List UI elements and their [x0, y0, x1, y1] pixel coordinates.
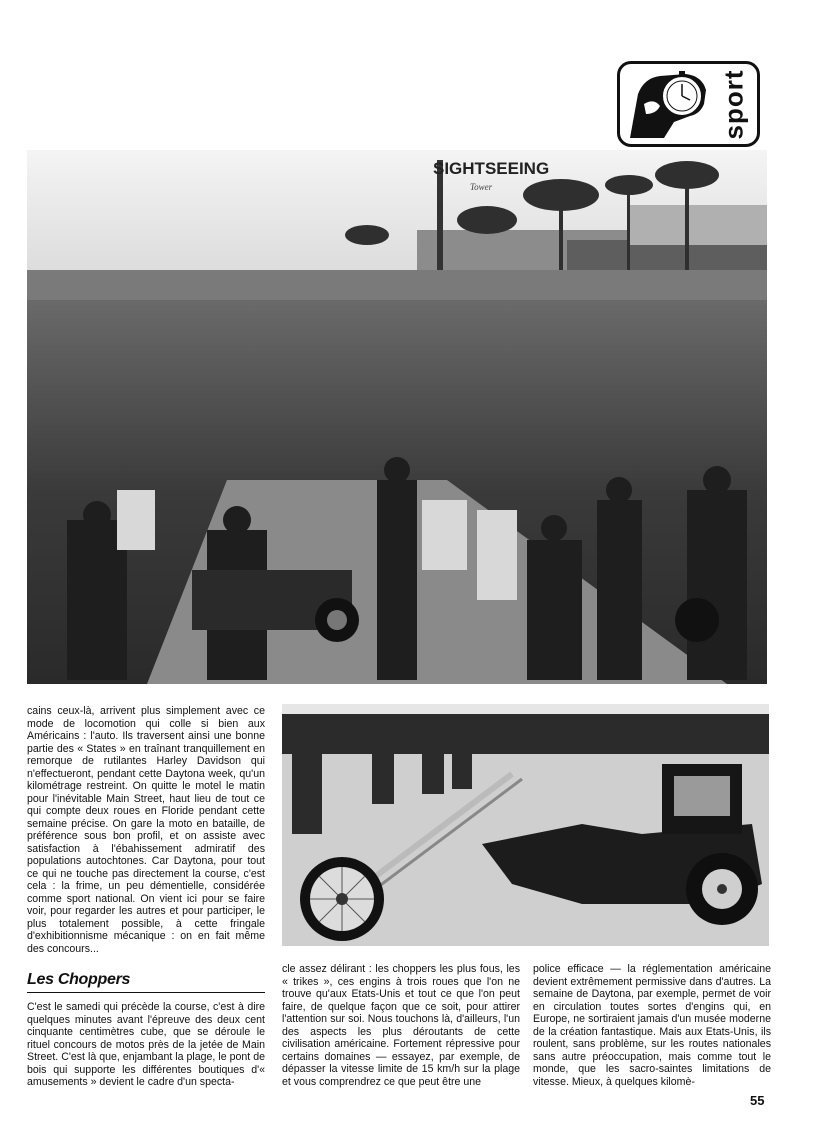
section-heading: Les Choppers: [27, 971, 131, 988]
body-column-2: [282, 963, 520, 1088]
body-column-1: [27, 1001, 265, 1089]
body-paragraph-1: C'est le samedi qui précède la course, c'est à dire quelques minutes avant l'épreuve des deux cent cinquante centimètres cube, que se déroule le rituel concours de motos près de la jetée de Main Street. C'est là que, enjambant la plage, le pont de bois qui supporte les différentes boutiques d'« amusements » devient le cadre d'un specta-: [27, 1001, 265, 1088]
sport-logo: [617, 61, 760, 147]
body-paragraph-2: cle assez délirant : les choppers les plus fous, les « trikes », ces engins à trois roues que l'on ne trouve qu'aux Etats-Unis et tout ce que l'on peut faire, de quelque façon que ce soit, pour attirer l'attention sur soi. Nous touchons là, d'ailleurs, l'un des aspects les plus déroutants de cette civilisation américaine. Fortement répressive pour certains domaines — essayez, par exemple, de dépasser la vitesse limite de 15 km/h sur la plage et vous comprendrez ce que peut être une: [282, 963, 520, 1088]
crowd-photo: [27, 150, 767, 684]
intro-column: [27, 705, 265, 955]
trike-photo: [282, 704, 769, 946]
heading-rule: [27, 992, 265, 993]
page-number: 55: [750, 1093, 765, 1108]
body-column-3: [533, 963, 771, 1088]
sightseeing-sign: SIGHTSEEING: [433, 159, 550, 178]
intro-paragraph: cains ceux-là, arrivent plus simplement avec ce mode de locomotion qui colle si bien aux Américains : l'auto. Ils traversent ainsi une bonne partie des « States » en traînant tranquillement en remorque de rutilantes Harley Davidson qui n'effectueront, pendant cette Daytona week, qu'un kilométrage restreint. On quitte le motel le matin pour l'inévitable Main Street, haut lieu de tout ce qui compte deux roues en Floride pendant cette semaine précise. On gare la moto en bataille, de préférence sous bon profil, et on assiste avec satisfaction à l'ébahissement admiratif des populations autochtones. Car Daytona, pour tout ce qui ne touche pas directement la course, c'est cela : la frime, un peu démentielle, considérée comme sport national. On vient ici pour se faire voir, pour regarder les autres et pour participer, le plus totalement possible, à cette fringale d'exhibitionnisme mécanique : on en fait même des concours...: [27, 705, 265, 955]
body-paragraph-3: police efficace — la réglementation américaine devient extrêmement permissive dans d'autres. La semaine de Daytona, par exemple, permet de voir en circulation toutes sortes d'engins qui, en Europe, ne sortiraient jamais d'un musée moderne de la création fantastique. Mais aux Etats-Unis, ils roulent, sans problème, sur les routes nationales sans autre préoccupation, mais comme tout le monde, que les sacro-saintes limitations de vitesse. Mieux, à quelques kilomè-: [533, 963, 771, 1088]
sightseeing-sign-sub: Tower: [470, 182, 493, 192]
logo-word: sport: [718, 69, 749, 139]
hand-stopwatch-icon: [624, 64, 720, 144]
